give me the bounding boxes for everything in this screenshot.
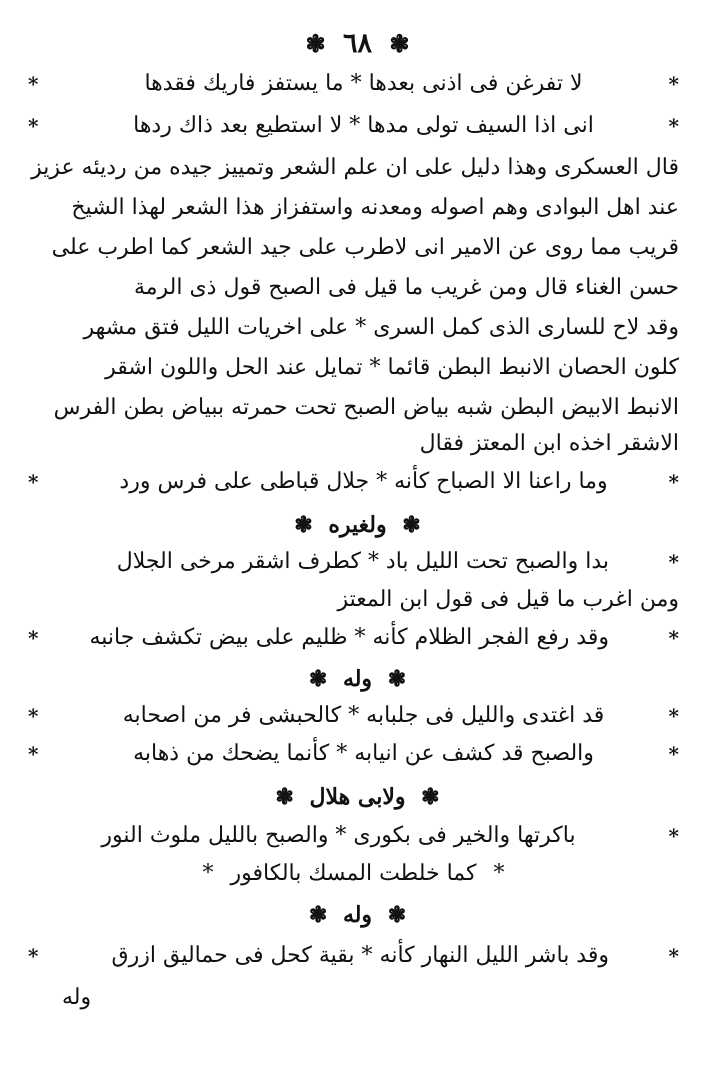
star-marker: * <box>28 704 39 728</box>
star-marker: * <box>28 626 39 650</box>
verse-line <box>28 938 679 974</box>
verse-text: والصبح قد كشف عن انيابه * كأنما يضحك من ذهابه <box>133 741 594 766</box>
star-marker: * <box>202 861 214 886</box>
star-marker: * <box>28 742 39 766</box>
verse-text: وما راعنا الا الصباح كأنه * جلال قباطى على فرس ورد <box>119 469 608 494</box>
section-heading <box>0 778 715 814</box>
verse-line <box>28 464 679 500</box>
heading-text: ولابى هلال <box>309 784 406 810</box>
star-marker: * <box>493 861 505 886</box>
star-marker: * <box>28 470 39 494</box>
verse-text: بدا والصبح تحت الليل باد * كطرف اشقر مرخى الجلال <box>116 549 609 574</box>
ornament-icon: ❃ <box>389 29 410 58</box>
prose-line: قال العسكرى وهذا دليل على ان علم الشعر وتمييز جيده من رديئه عزيز <box>31 155 679 180</box>
verse-text: كما خلطت المسك بالكافور <box>230 861 477 886</box>
verse-line <box>28 66 679 102</box>
ornament-icon: ❃ <box>387 666 407 692</box>
ornament-icon: ❃ <box>308 666 328 692</box>
verse-text: قد اغتدى والليل فى جلبابه * كالحبشى فر من اصحابه <box>122 703 605 728</box>
page-number-header <box>0 28 715 59</box>
verse-text: انى اذا السيف تولى مدها * لا استطيع بعد ذاك ردها <box>133 113 594 138</box>
verse-text: باكرتها والخير فى بكورى * والصبح بالليل ملوث النور <box>101 823 576 848</box>
star-marker: * <box>28 114 39 138</box>
star-marker: * <box>668 824 679 848</box>
prose-line: عند اهل البوادى وهم اصوله ومعدنه واستفزاز هذا الشعر لهذا الشيخ <box>71 195 679 220</box>
verse-text: وقد باشر الليل النهار كأنه * بقية كحل فى حماليق ازرق <box>111 943 609 968</box>
prose-line: كلون الحصان الانبط البطن قائما * تمايل عند الحل واللون اشقر <box>105 355 679 380</box>
star-marker: * <box>668 944 679 968</box>
verse-line <box>28 818 679 854</box>
prose-line: وقد لاح للسارى الذى كمل السرى * على اخريات الليل فتق مشهر <box>83 315 679 340</box>
catchword: وله <box>62 985 92 1010</box>
prose-line: قريب مما روى عن الامير انى لاطرب على جيد الشعر كما اطرب على <box>51 235 679 260</box>
ornament-icon: ❃ <box>305 29 326 58</box>
heading-text: ولغيره <box>328 512 387 538</box>
verse-line <box>28 544 679 580</box>
section-heading <box>0 506 715 542</box>
star-marker: * <box>668 114 679 138</box>
prose-line: الاشقر اخذه ابن المعتز فقال <box>419 431 679 456</box>
star-marker: * <box>668 72 679 96</box>
heading-text: وله <box>342 902 373 928</box>
verse-line <box>28 698 679 734</box>
ornament-icon: ❃ <box>308 902 328 928</box>
prose-line: الانبط الابيض البطن شبه بياض الصبح تحت حمرته ببياض بطن الفرس <box>53 395 679 420</box>
heading-text: وله <box>342 666 373 692</box>
star-marker: * <box>28 944 39 968</box>
verse-line <box>28 736 679 772</box>
star-marker: * <box>668 470 679 494</box>
star-marker: * <box>28 72 39 96</box>
verse-text: لا تفرغن فى اذنى بعدها * ما يستفز فاريك فقدها <box>144 71 583 96</box>
ornament-icon: ❃ <box>421 784 440 810</box>
ornament-icon: ❃ <box>294 512 313 538</box>
star-marker: * <box>668 704 679 728</box>
verse-continuation <box>28 856 679 892</box>
prose-line: حسن الغناء قال ومن غريب ما قيل فى الصبح قول ذى الرمة <box>133 275 679 300</box>
ornament-icon: ❃ <box>402 512 421 538</box>
prose-line: ومن اغرب ما قيل فى قول ابن المعتز <box>337 587 679 612</box>
verse-line <box>28 108 679 144</box>
star-marker: * <box>668 550 679 574</box>
star-marker: * <box>668 742 679 766</box>
star-marker: * <box>668 626 679 650</box>
page-number: ٦٨ <box>342 28 372 59</box>
section-heading <box>0 896 715 932</box>
verse-text: وقد رفع الفجر الظلام كأنه * ظليم على بيض تكشف جانبه <box>89 625 609 650</box>
ornament-icon: ❃ <box>275 784 294 810</box>
verse-line <box>28 620 679 656</box>
ornament-icon: ❃ <box>387 902 407 928</box>
section-heading <box>0 660 715 696</box>
